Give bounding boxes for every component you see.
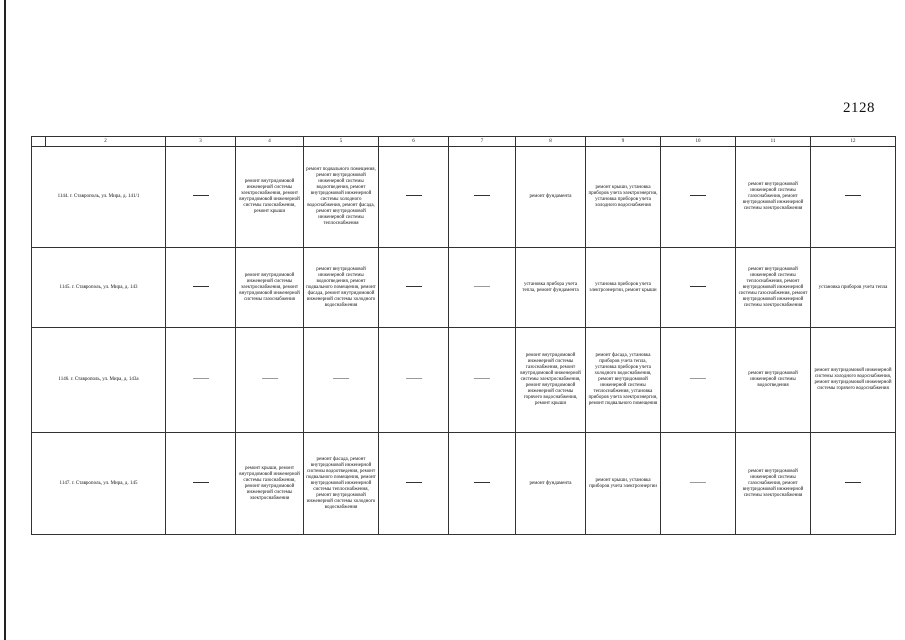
dash-mark <box>474 378 490 379</box>
table-row <box>32 248 896 328</box>
row-address: г. Ставрополь, ул. Мира, д. 141/1 <box>69 194 140 199</box>
dash-mark <box>333 378 349 379</box>
dash-mark <box>474 482 490 483</box>
empty-cell <box>661 433 736 535</box>
empty-cell <box>166 147 236 248</box>
dash-mark <box>690 286 706 287</box>
repair-schedule-table <box>31 136 896 535</box>
empty-cell <box>449 433 516 535</box>
dash-mark <box>474 195 490 196</box>
work-cell: установка приборов учета тепла <box>811 248 896 328</box>
empty-cell <box>661 147 736 248</box>
dash-mark <box>474 286 490 287</box>
dash-mark <box>406 195 422 196</box>
work-cell: установка прибора учета тепла, ремонт фундамента <box>516 248 586 328</box>
row-address: г. Ставрополь, ул. Мира, д. 143а <box>70 377 139 382</box>
work-cell: ремонт внутридомовой инженерной системы электроснабжения, ремонт внутридомовой инженерной системы газоснабжения <box>236 248 304 328</box>
row-address-cell <box>32 147 166 248</box>
work-cell: установка приборов учета электроэнергии, ремонт крыши <box>586 248 661 328</box>
empty-cell <box>379 248 449 328</box>
column-header: 3 <box>166 137 236 147</box>
row-address-cell <box>32 433 166 535</box>
dash-mark <box>193 482 209 483</box>
column-header: 9 <box>586 137 661 147</box>
work-cell: ремонт подвального помещения, ремонт внутридомовой инженерной системы водоотведения, ремонт внутридомовой инженерной системы холодного водоснабжения, ремонт фасада, ремонт внутридомовой инженерной системы теплоснабжения <box>304 147 379 248</box>
work-cell: ремонт внутридомовой инженерной системы газоснабжения, ремонт внутридомовой инженерной системы электроснабжения <box>736 433 811 535</box>
empty-cell <box>449 147 516 248</box>
row-number: 1146. <box>58 377 70 382</box>
empty-cell <box>236 328 304 433</box>
row-number: 1144. <box>57 194 69 199</box>
empty-cell <box>449 248 516 328</box>
work-cell: ремонт фасада, ремонт внутридомовой инженерной системы водоотведения, ремонт подвального помещения, ремонт внутридомовой инженерной системы теплоснабжения, ремонт внутридомовой инженерной системы холодного водоснабжения <box>304 433 379 535</box>
column-header: 5 <box>304 137 379 147</box>
work-cell: ремонт крыши, ремонт внутридомовой инженерной системы газоснабжения, ремонт внутридомовой инженерной системы электроснабжения <box>236 433 304 535</box>
column-header: 7 <box>449 137 516 147</box>
column-header: 11 <box>736 137 811 147</box>
dash-mark <box>690 195 706 196</box>
column-header: 6 <box>379 137 449 147</box>
work-cell: ремонт фасада, установка приборов учета тепла, установка приборов учета холодного водоснабжения, ремонт внутридомовой инженерной системы теплоснабжения, установка приборов учета электроэнергии, ремонт подвального помещения <box>586 328 661 433</box>
dash-mark <box>193 378 209 379</box>
dash-mark <box>193 195 209 196</box>
empty-cell <box>379 433 449 535</box>
column-number-row <box>32 137 896 147</box>
column-header <box>32 137 46 147</box>
page-number: 2128 <box>843 100 875 116</box>
empty-cell <box>379 328 449 433</box>
empty-cell <box>449 328 516 433</box>
dash-mark <box>845 482 861 483</box>
empty-cell <box>379 147 449 248</box>
table-row <box>32 328 896 433</box>
row-address: г. Ставрополь, ул. Мира, д. 143 <box>71 284 138 290</box>
work-cell: ремонт внутридомовой инженерной системы теплоснабжения, ремонт внутридомовой инженерной системы газоснабжения, ремонт внутридомовой инженерной системы электроснабжения <box>736 248 811 328</box>
column-header: 8 <box>516 137 586 147</box>
dash-mark <box>406 482 422 483</box>
column-header: 10 <box>661 137 736 147</box>
dash-mark <box>690 482 706 483</box>
column-header: 12 <box>811 137 896 147</box>
work-cell: ремонт фундамента <box>516 147 586 248</box>
empty-cell <box>661 328 736 433</box>
work-cell: ремонт внутридомовой инженерной системы водоотведения, ремонт подвального помещения, ремонт фасада, ремонт внутридомовой инженерной системы холодного водоснабжения <box>304 248 379 328</box>
dash-mark <box>406 378 422 379</box>
row-number: 1147. <box>59 480 71 486</box>
column-header: 2 <box>46 137 166 147</box>
dash-mark <box>193 286 209 287</box>
empty-cell <box>661 248 736 328</box>
page-margin-rule <box>4 0 6 640</box>
work-cell: ремонт внутридомовой инженерной системы водоотведения <box>736 328 811 433</box>
dash-mark <box>262 378 278 379</box>
row-address-cell <box>32 328 166 433</box>
empty-cell <box>304 328 379 433</box>
row-address-cell <box>32 248 166 328</box>
column-header: 4 <box>236 137 304 147</box>
dash-mark <box>845 195 861 196</box>
work-cell: ремонт крыши, установка приборов учета электроэнергии, установка приборов учета холодного водоснабжения <box>586 147 661 248</box>
table-row <box>32 433 896 535</box>
empty-cell <box>166 328 236 433</box>
empty-cell <box>166 248 236 328</box>
work-cell: ремонт внутридомовой инженерной системы газоснабжения, ремонт внутридомовой инженерной системы электроснабжения <box>736 147 811 248</box>
work-cell: ремонт внутридомовой инженерной системы электроснабжения, ремонт внутридомовой инженерной системы газоснабжения, ремонт крыши <box>236 147 304 248</box>
row-number: 1145. <box>59 284 71 290</box>
table-row <box>32 147 896 248</box>
dash-mark <box>406 286 422 287</box>
work-cell: ремонт внутридомовой инженерной системы холодного водоснабжения, ремонт внутридомовой инженерной системы горячего водоснабжения <box>811 328 896 433</box>
empty-cell <box>811 147 896 248</box>
work-cell: ремонт внутридомовой инженерной системы газоснабжения, ремонт внутридомовой инженерной системы электроснабжения, ремонт внутридомовой инженерной системы горячего водоснабжения, ремонт крыши <box>516 328 586 433</box>
row-address: г. Ставрополь, ул. Мира, д. 145 <box>71 480 138 486</box>
empty-cell <box>811 433 896 535</box>
empty-cell <box>166 433 236 535</box>
dash-mark <box>690 378 706 379</box>
work-cell: ремонт фундамента <box>516 433 586 535</box>
work-cell: ремонт крыши, установка приборов учета электроэнергии <box>586 433 661 535</box>
